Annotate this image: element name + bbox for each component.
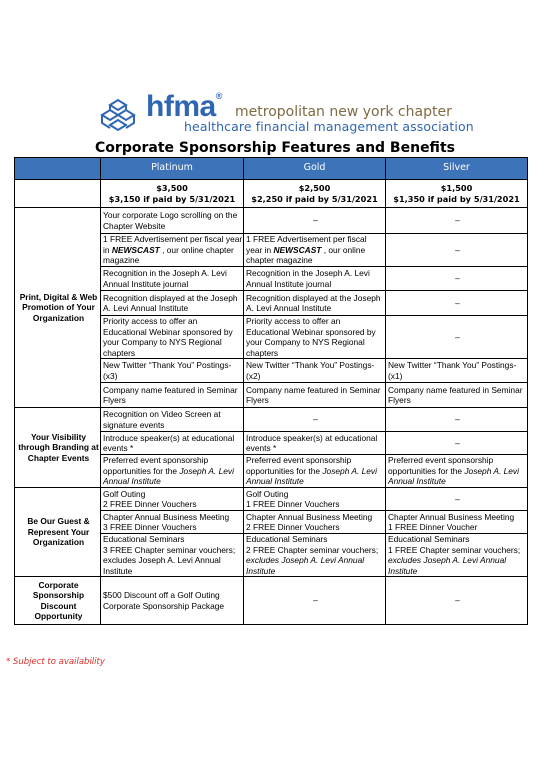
category-discount: Corporate Sponsorship Discount Opportunity xyxy=(15,577,101,625)
cell-gold: Recognition in the Joseph A. Levi Annual Institute journal xyxy=(244,267,386,291)
cell-silver: Company name featured in Seminar Flyers xyxy=(386,383,528,408)
cell-silver: Chapter Annual Business Meeting 1 FREE Dinner Voucher xyxy=(386,511,528,534)
cell-silver-dash: – xyxy=(386,408,528,432)
cell-platinum: Chapter Annual Business Meeting 3 FREE Dinner Vouchers xyxy=(101,511,244,534)
hfma-wordmark: hfma® xyxy=(146,90,222,123)
cell-platinum: Recognition on Video Screen at signature events xyxy=(101,408,244,432)
table-row xyxy=(15,577,528,625)
category-guest: Be Our Guest & Represent Your Organization xyxy=(15,488,101,577)
header-blank-cell xyxy=(15,158,101,180)
price-blank-cell xyxy=(15,180,101,208)
chapter-name: metropolitan new york chapter xyxy=(235,104,452,120)
tier-gold: Gold xyxy=(244,158,386,180)
cell-platinum: Preferred event sponsorship opportunities for the Joseph A. Levi Annual Institute xyxy=(101,455,244,488)
cell-platinum: $500 Discount off a Golf Outing Corporate Sponsorship Package xyxy=(101,577,244,625)
cell-silver-dash: – xyxy=(386,291,528,316)
cell-platinum: Introduce speaker(s) at educational events * xyxy=(101,432,244,455)
cell-gold-dash: – xyxy=(244,408,386,432)
cell-platinum: Golf Outing 2 FREE Dinner Vouchers xyxy=(101,488,244,511)
cell-silver-dash: – xyxy=(386,267,528,291)
hfma-cube-logo-icon xyxy=(92,93,142,137)
cell-silver-dash: – xyxy=(386,234,528,267)
cell-gold: Company name featured in Seminar Flyers xyxy=(244,383,386,408)
cell-gold: Recognition displayed at the Joseph A. Levi Annual Institute xyxy=(244,291,386,316)
page-title: Corporate Sponsorship Features and Benefits xyxy=(95,140,455,156)
table-row xyxy=(15,408,528,432)
tier-silver: Silver xyxy=(386,158,528,180)
cell-platinum: Recognition in the Joseph A. Levi Annual Institute journal xyxy=(101,267,244,291)
cell-silver: New Twitter “Thank You” Postings- (x1) xyxy=(386,359,528,383)
cell-silver-dash: – xyxy=(386,577,528,625)
price-platinum: $3,500 $3,150 if paid by 5/31/2021 xyxy=(101,180,244,208)
cell-gold: Educational Seminars 2 FREE Chapter seminar vouchers; excludes Joseph A. Levi Annual Institute xyxy=(244,534,386,577)
table-row xyxy=(15,208,528,234)
cell-gold-dash: – xyxy=(244,577,386,625)
cell-silver: Educational Seminars 1 FREE Chapter seminar vouchers; excludes Joseph A. Levi Annual Institute xyxy=(386,534,528,577)
cell-platinum: Priority access to offer an Educational Webinar sponsored by your Company to NYS Regional chapters xyxy=(101,316,244,359)
cell-gold: 1 FREE Advertisement per fiscal year in NEWSCAST , our online chapter magazine xyxy=(244,234,386,267)
cell-platinum: Company name featured in Seminar Flyers xyxy=(101,383,244,408)
cell-silver-dash: – xyxy=(386,488,528,511)
cell-gold: Preferred event sponsorship opportunities for the Joseph A. Levi Annual Institute xyxy=(244,455,386,488)
category-print: Print, Digital & Web Promotion of Your Organization xyxy=(15,208,101,408)
association-name: healthcare financial management association xyxy=(184,119,474,134)
cell-silver: Preferred event sponsorship opportunities for the Joseph A. Levi Annual Institute xyxy=(386,455,528,488)
hfma-logo xyxy=(92,90,522,137)
cell-gold: Introduce speaker(s) at educational events * xyxy=(244,432,386,455)
sponsorship-table xyxy=(14,157,528,625)
cell-gold-dash: – xyxy=(244,208,386,234)
cell-gold: Chapter Annual Business Meeting 2 FREE Dinner Vouchers xyxy=(244,511,386,534)
cell-platinum: Recognition displayed at the Joseph A. Levi Annual Institute xyxy=(101,291,244,316)
tier-header-row xyxy=(15,158,528,180)
category-visibility: Your Visibility through Branding at Chapter Events xyxy=(15,408,101,488)
price-row xyxy=(15,180,528,208)
cell-platinum: Your corporate Logo scrolling on the Chapter Website xyxy=(101,208,244,234)
cell-gold: Golf Outing 1 FREE Dinner Vouchers xyxy=(244,488,386,511)
tier-platinum: Platinum xyxy=(101,158,244,180)
cell-gold: New Twitter “Thank You” Postings- (x2) xyxy=(244,359,386,383)
cell-platinum: New Twitter “Thank You” Postings- (x3) xyxy=(101,359,244,383)
price-gold: $2,500 $2,250 if paid by 5/31/2021 xyxy=(244,180,386,208)
table-row xyxy=(15,488,528,511)
cell-silver-dash: – xyxy=(386,432,528,455)
cell-platinum: Educational Seminars 3 FREE Chapter seminar vouchers; excludes Joseph A. Levi Annual Institute xyxy=(101,534,244,577)
cell-silver-dash: – xyxy=(386,316,528,359)
cell-gold: Priority access to offer an Educational Webinar sponsored by your Company to NYS Regional chapters xyxy=(244,316,386,359)
cell-silver-dash: – xyxy=(386,208,528,234)
footnote: * Subject to availability xyxy=(6,657,105,667)
price-silver: $1,500 $1,350 if paid by 5/31/2021 xyxy=(386,180,528,208)
cell-platinum: 1 FREE Advertisement per fiscal year in NEWSCAST , our online chapter magazine xyxy=(101,234,244,267)
